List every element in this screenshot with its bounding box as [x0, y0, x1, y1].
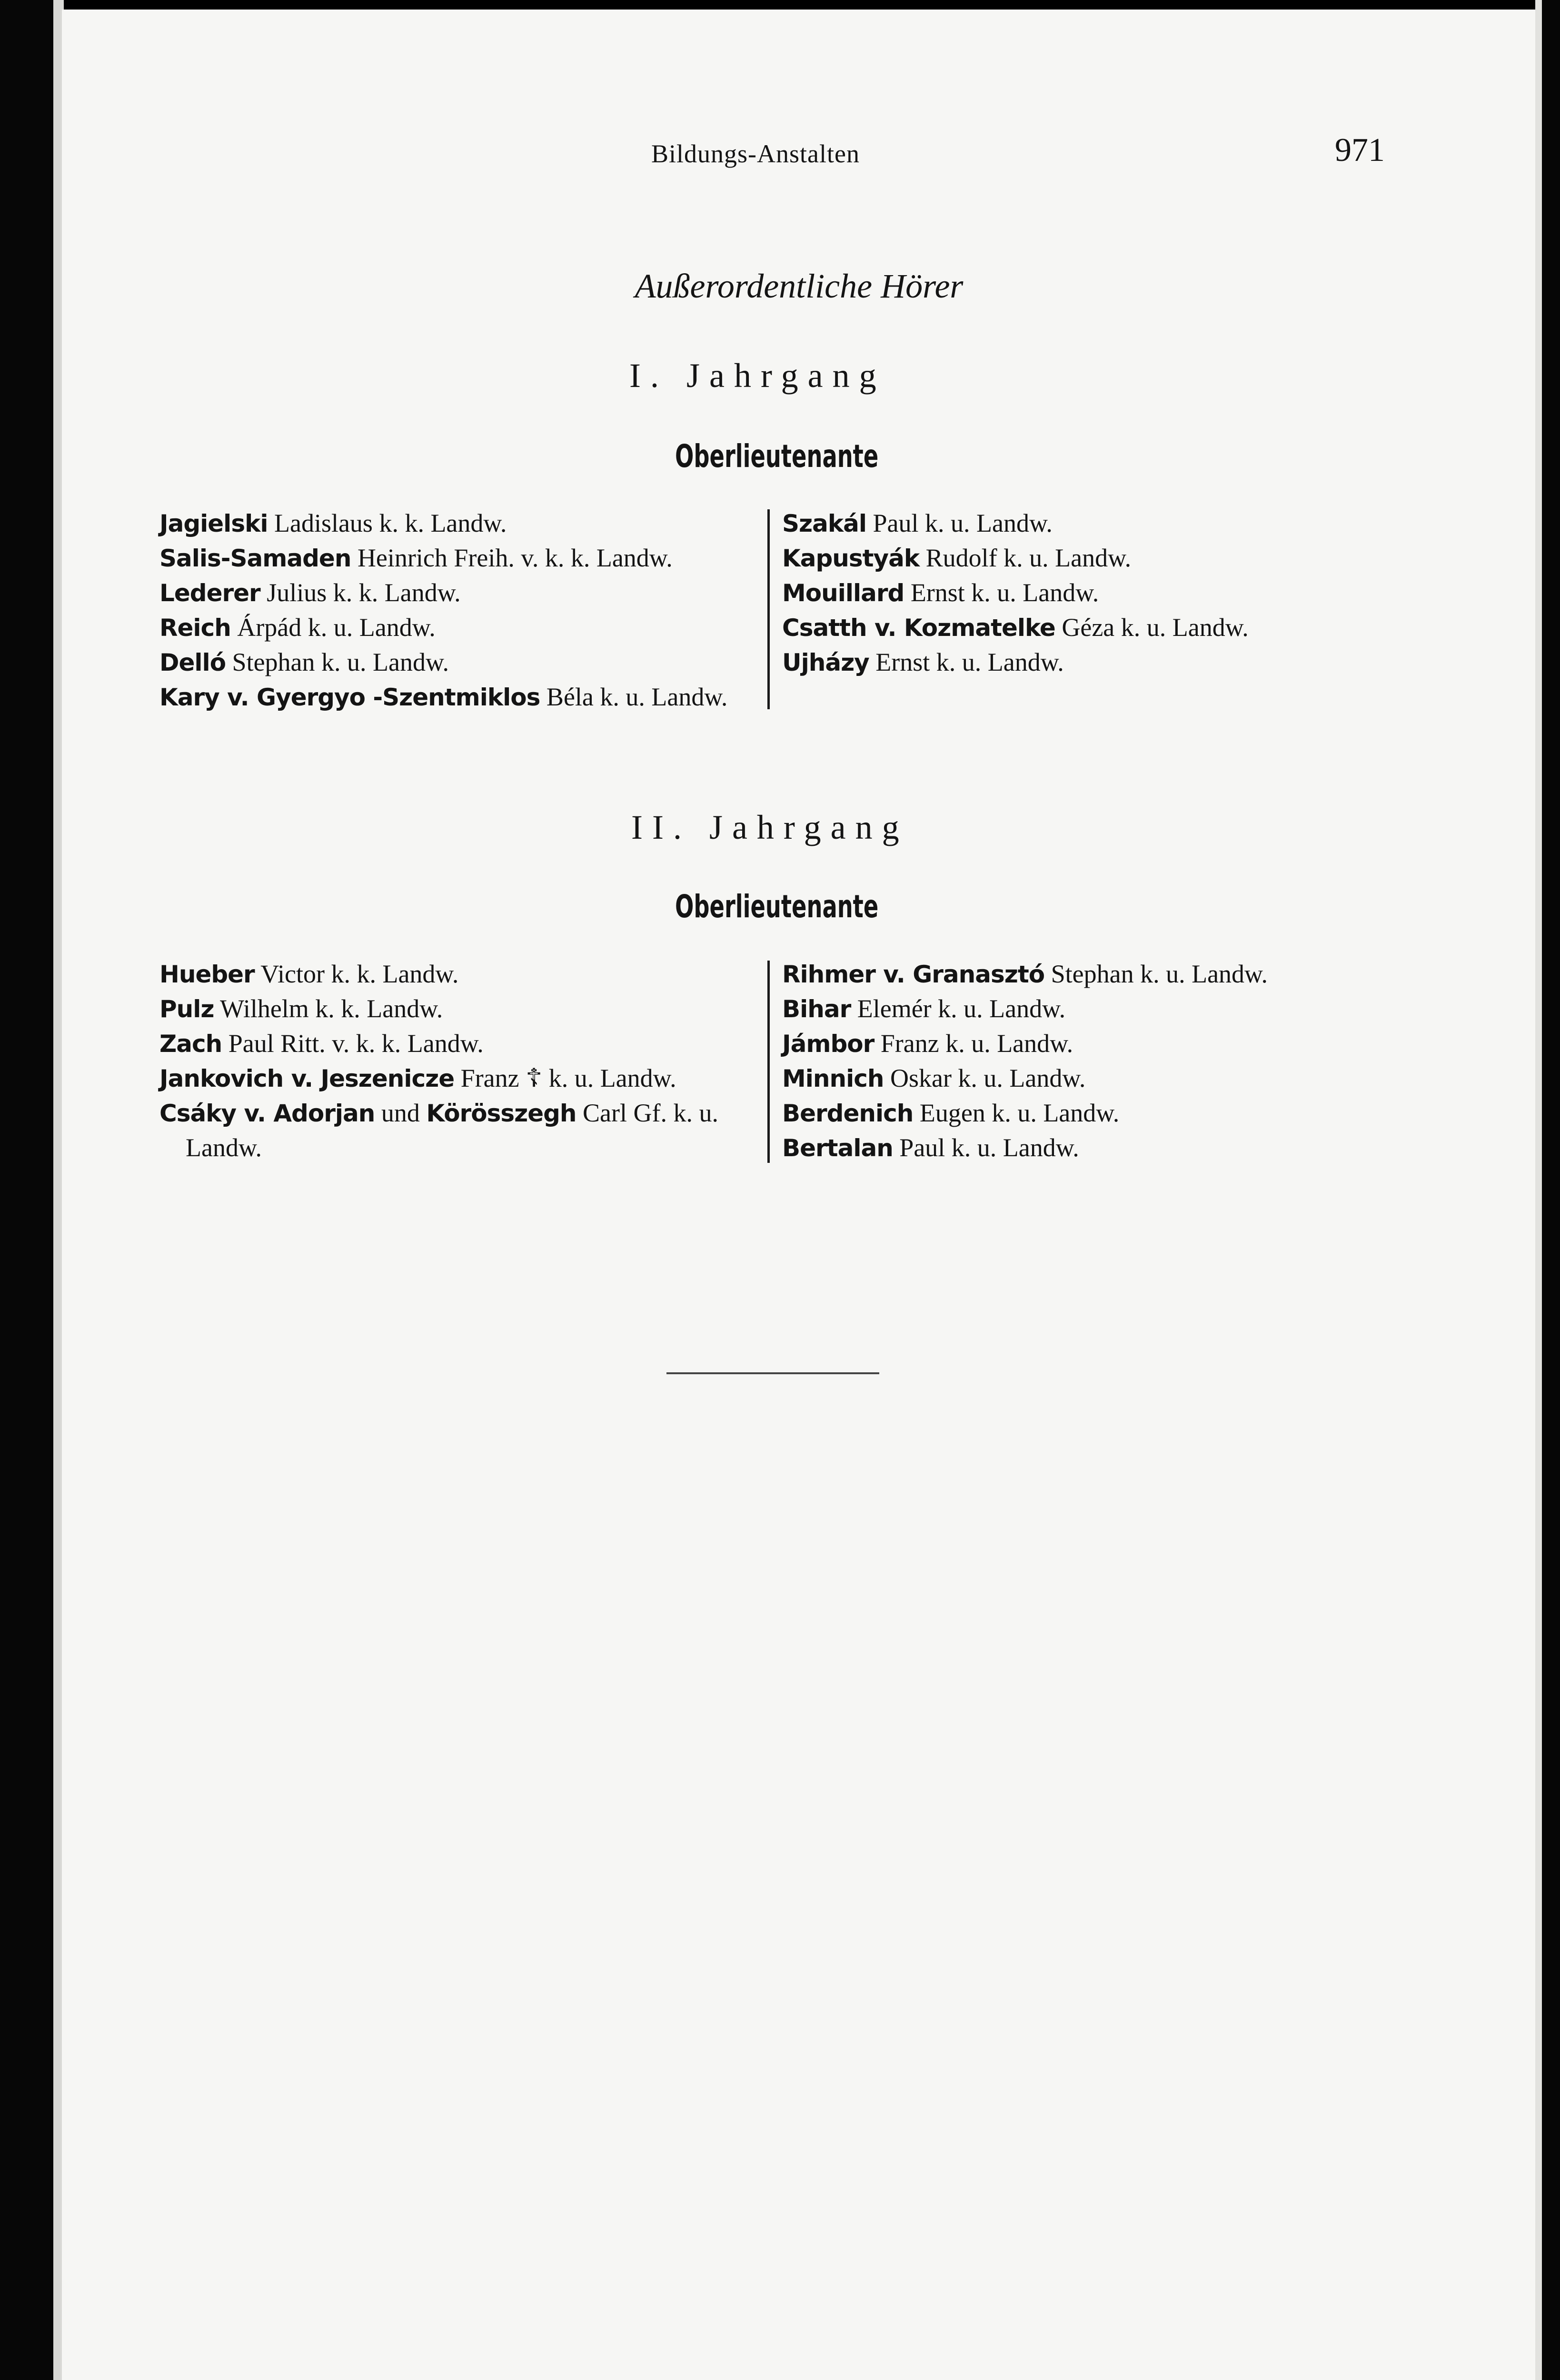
- rank-heading-2: Oberlieutenante: [675, 888, 879, 925]
- surname: Bihar: [782, 995, 851, 1023]
- list-item: [159, 541, 727, 575]
- list-item: [782, 1026, 1268, 1061]
- entry-text: Géza k. u. Landw.: [1055, 613, 1249, 642]
- entry-text: Paul k. u. Landw.: [866, 509, 1053, 537]
- section-title: Außerordentliche Hörer: [635, 267, 964, 305]
- entry-text: Stephan k. u. Landw.: [1044, 960, 1268, 988]
- surname: Körösszegh: [426, 1100, 576, 1127]
- surname: Berdenich: [782, 1100, 914, 1127]
- entry-text: Paul k. u. Landw.: [893, 1133, 1079, 1162]
- entry-text: Franz ☦ k. u. Landw.: [454, 1064, 676, 1092]
- running-head: Bildungs-Anstalten: [651, 139, 860, 168]
- scan-edge-left: [0, 0, 62, 2380]
- entry-text: Victor k. k. Landw.: [254, 960, 459, 988]
- surname: Mouillard: [782, 579, 904, 607]
- entry-text: Julius k. k. Landw.: [260, 578, 461, 607]
- entry-text: Béla k. u. Landw.: [540, 683, 728, 711]
- entry-text: Ladislaus k. k. Landw.: [268, 509, 507, 537]
- list-item: [159, 1061, 718, 1096]
- surname: Hueber: [159, 961, 255, 988]
- surname: Minnich: [782, 1065, 884, 1092]
- entry-text: Ernst k. u. Landw.: [904, 578, 1099, 607]
- surname: Salis-Samaden: [159, 545, 351, 572]
- list-item: [159, 610, 727, 645]
- year-heading-1: I. Jahrgang: [629, 357, 886, 395]
- list-item: [159, 575, 727, 610]
- surname: Szakál: [782, 510, 866, 537]
- surname: Pulz: [159, 995, 214, 1023]
- surname: Ujházy: [782, 649, 869, 676]
- list-item: [159, 680, 727, 714]
- entry-text: Wilhelm k. k. Landw.: [214, 994, 443, 1023]
- page-number: 971: [1335, 132, 1385, 169]
- surname: Jámbor: [782, 1030, 874, 1058]
- surname: Zach: [159, 1030, 222, 1058]
- entry-text: und: [375, 1099, 427, 1127]
- entry-text: Franz k. u. Landw.: [874, 1029, 1073, 1058]
- entry-text: Eugen k. u. Landw.: [913, 1099, 1120, 1127]
- surname: Lederer: [159, 579, 260, 607]
- surname: Jagielski: [159, 510, 268, 537]
- surname: Csatth v. Kozmatelke: [782, 614, 1055, 642]
- column-divider-1: [767, 509, 770, 709]
- scan-edge-right-strip: [1535, 0, 1542, 2380]
- scan-edge-right: [1542, 0, 1560, 2380]
- surname: Rihmer v. Granasztó: [782, 961, 1045, 988]
- surname: Kary v. Gyergyo -Szentmiklos: [159, 684, 540, 711]
- list-item: [782, 610, 1249, 645]
- list-item: [159, 1096, 718, 1130]
- list-item: [159, 957, 718, 992]
- list-item: [159, 506, 727, 541]
- entry-text: Heinrich Freih. v. k. k. Landw.: [351, 544, 673, 572]
- surname: Bertalan: [782, 1134, 893, 1162]
- list-item: [782, 992, 1268, 1026]
- entry-text: Árpád k. u. Landw.: [230, 613, 436, 642]
- year-1-right-column: [782, 506, 1249, 680]
- year-1-left-column: [159, 506, 727, 714]
- surname: Csáky v. Adorjan: [159, 1100, 375, 1127]
- entry-text: Carl Gf. k. u.: [576, 1099, 718, 1127]
- surname: Reich: [159, 614, 231, 642]
- entry-text: Rudolf k. u. Landw.: [919, 544, 1132, 572]
- year-heading-2: II. Jahrgang: [631, 808, 909, 846]
- list-item: [782, 575, 1249, 610]
- list-item: [782, 1130, 1268, 1165]
- list-item: [159, 645, 727, 680]
- entry-text: Elemér k. u. Landw.: [851, 994, 1066, 1023]
- list-item: [782, 1096, 1268, 1130]
- year-2-left-column: [159, 957, 718, 1165]
- entry-text: Stephan k. u. Landw.: [226, 648, 449, 676]
- list-item: [159, 1026, 718, 1061]
- end-rule: [666, 1372, 879, 1374]
- list-item: [782, 541, 1249, 575]
- surname: Delló: [159, 649, 226, 676]
- list-item: [782, 1061, 1268, 1096]
- list-item: [782, 957, 1268, 992]
- surname: Kapustyák: [782, 545, 920, 572]
- entry-text: Oskar k. u. Landw.: [884, 1064, 1086, 1092]
- entry-text: Ernst k. u. Landw.: [869, 648, 1064, 676]
- list-item: [782, 506, 1249, 541]
- year-2-right-column: [782, 957, 1268, 1165]
- list-item: [159, 992, 718, 1026]
- entry-text: Paul Ritt. v. k. k. Landw.: [222, 1029, 484, 1058]
- column-divider-2: [767, 961, 770, 1163]
- list-item: [782, 645, 1249, 680]
- entry-text: Landw.: [186, 1133, 262, 1162]
- surname: Jankovich v. Jeszenicze: [159, 1065, 455, 1092]
- list-item: [159, 1130, 718, 1165]
- rank-heading-1: Oberlieutenante: [675, 438, 879, 475]
